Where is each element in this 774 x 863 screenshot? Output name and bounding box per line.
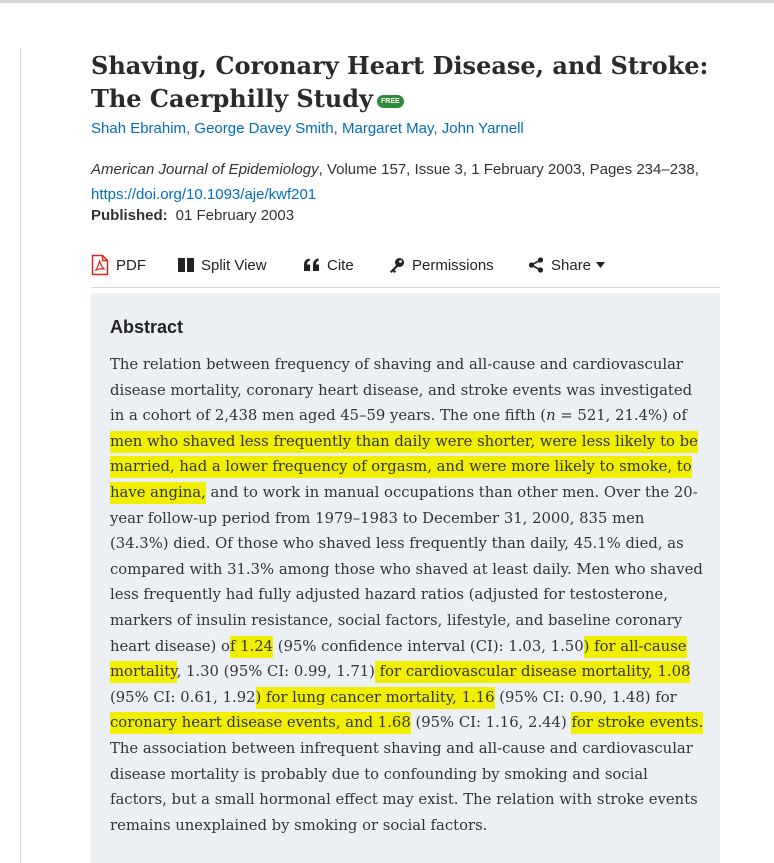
author-link[interactable]: Margaret May <box>341 120 434 137</box>
abstract-text-segment: (95% CI: 1.16, 2.44) <box>410 714 572 732</box>
quote-icon <box>303 258 320 272</box>
left-column-divider <box>20 48 21 863</box>
toolbar-divider <box>91 287 720 288</box>
author-link[interactable]: George Davey Smith <box>194 120 334 137</box>
free-badge: FREE <box>377 95 404 108</box>
pdf-label: PDF <box>116 256 146 274</box>
abstract-text <box>110 352 705 838</box>
share-label: Share <box>551 256 592 274</box>
abstract-text-segment: The relation between frequency of shaving and all-cause and cardiovascular disease mortality, coronary heart disease, and stroke events was investigated in a cohort of 2,438 men aged 45–59 years. The one fifth ( <box>110 356 693 425</box>
split-view-button[interactable] <box>178 252 267 278</box>
citation-details: , Volume 157, Issue 3, 1 February 2003, Pages 234–238, <box>318 161 699 178</box>
pdf-button[interactable] <box>91 252 146 278</box>
journal-name: American Journal of Epidemiology <box>91 161 319 178</box>
author-separator: , <box>333 120 342 137</box>
highlighted-text: f 1.24 <box>230 636 273 658</box>
author-separator: , <box>186 120 195 137</box>
cite-label: Cite <box>327 256 354 274</box>
caret-down-icon <box>596 262 605 268</box>
cite-button[interactable] <box>303 252 354 278</box>
split-view-icon <box>178 258 194 272</box>
key-icon <box>389 257 405 273</box>
published-label: Published: <box>91 207 168 224</box>
abstract-text-segment: The association between infrequent shaving and all-cause and cardiovascular disease mortality is probably due to confounding by smoking and social factors, but a small hormonal effect may exist. The relation with stroke events remains unexplained by smoking or social factors. <box>110 739 698 834</box>
highlighted-text: for stroke events. <box>571 712 703 734</box>
highlighted-text: coronary heart disease events, and 1.68 <box>110 712 411 734</box>
doi-link[interactable]: https://doi.org/10.1093/aje/kwf201 <box>91 186 317 203</box>
citation-block <box>91 157 741 207</box>
highlighted-text: men who shaved less frequently than daily were shorter, were less likely to be married, had a lower frequency of orgasm, and were more likely to smoke, to have angina, <box>110 431 698 504</box>
permissions-button[interactable] <box>389 252 494 278</box>
share-icon <box>528 257 544 273</box>
published-date: 01 February 2003 <box>175 207 295 224</box>
share-button[interactable] <box>528 252 605 278</box>
abstract-text-segment: and to work in manual occupations than other men. Over the 20-year follow-up period from 1979–1983 to December 31, 2000, 835 men (34.3%) died. Of those who shaved less frequently than daily, 45.1% died, as compared with 31.3% among those who shaved at least daily. Men who shaved less frequently had fully adjusted hazard ratios (adjusted for testosterone, markers of insulin resistance, social factors, lifestyle, and baseline coronary heart disease) o <box>110 483 703 655</box>
author-separator: , <box>433 120 442 137</box>
browser-top-edge <box>0 0 774 3</box>
author-link[interactable]: Shah Ebrahim <box>91 120 187 137</box>
article-title <box>91 49 731 115</box>
abstract-text-segment: n <box>546 407 556 425</box>
published-line <box>91 207 294 224</box>
abstract-text-segment: (95% CI: 0.90, 1.48) for <box>494 688 677 706</box>
abstract-heading: Abstract <box>110 317 184 337</box>
abstract-text-segment: = 521, 21.4%) of <box>555 407 687 425</box>
abstract-text-segment: (95% confidence interval (CI): 1.03, 1.50 <box>273 637 584 655</box>
abstract-text-segment: (95% CI: 0.61, 1.92 <box>110 688 256 706</box>
article-title-text: Shaving, Coronary Heart Disease, and Stroke: The Caerphilly Study <box>91 51 709 113</box>
highlighted-text: ) for lung cancer mortality, 1.16 <box>256 687 495 709</box>
permissions-label: Permissions <box>412 256 494 274</box>
split-view-label: Split View <box>201 256 267 274</box>
author-link[interactable]: John Yarnell <box>441 120 524 137</box>
highlighted-text: ) for all-cause mortality <box>110 636 687 684</box>
abstract-text-segment: , 1.30 (95% CI: 0.99, 1.71) <box>176 663 375 681</box>
highlighted-text: for cardiovascular disease mortality, 1.08 <box>375 661 690 683</box>
author-list <box>91 120 524 137</box>
pdf-icon <box>91 254 109 276</box>
